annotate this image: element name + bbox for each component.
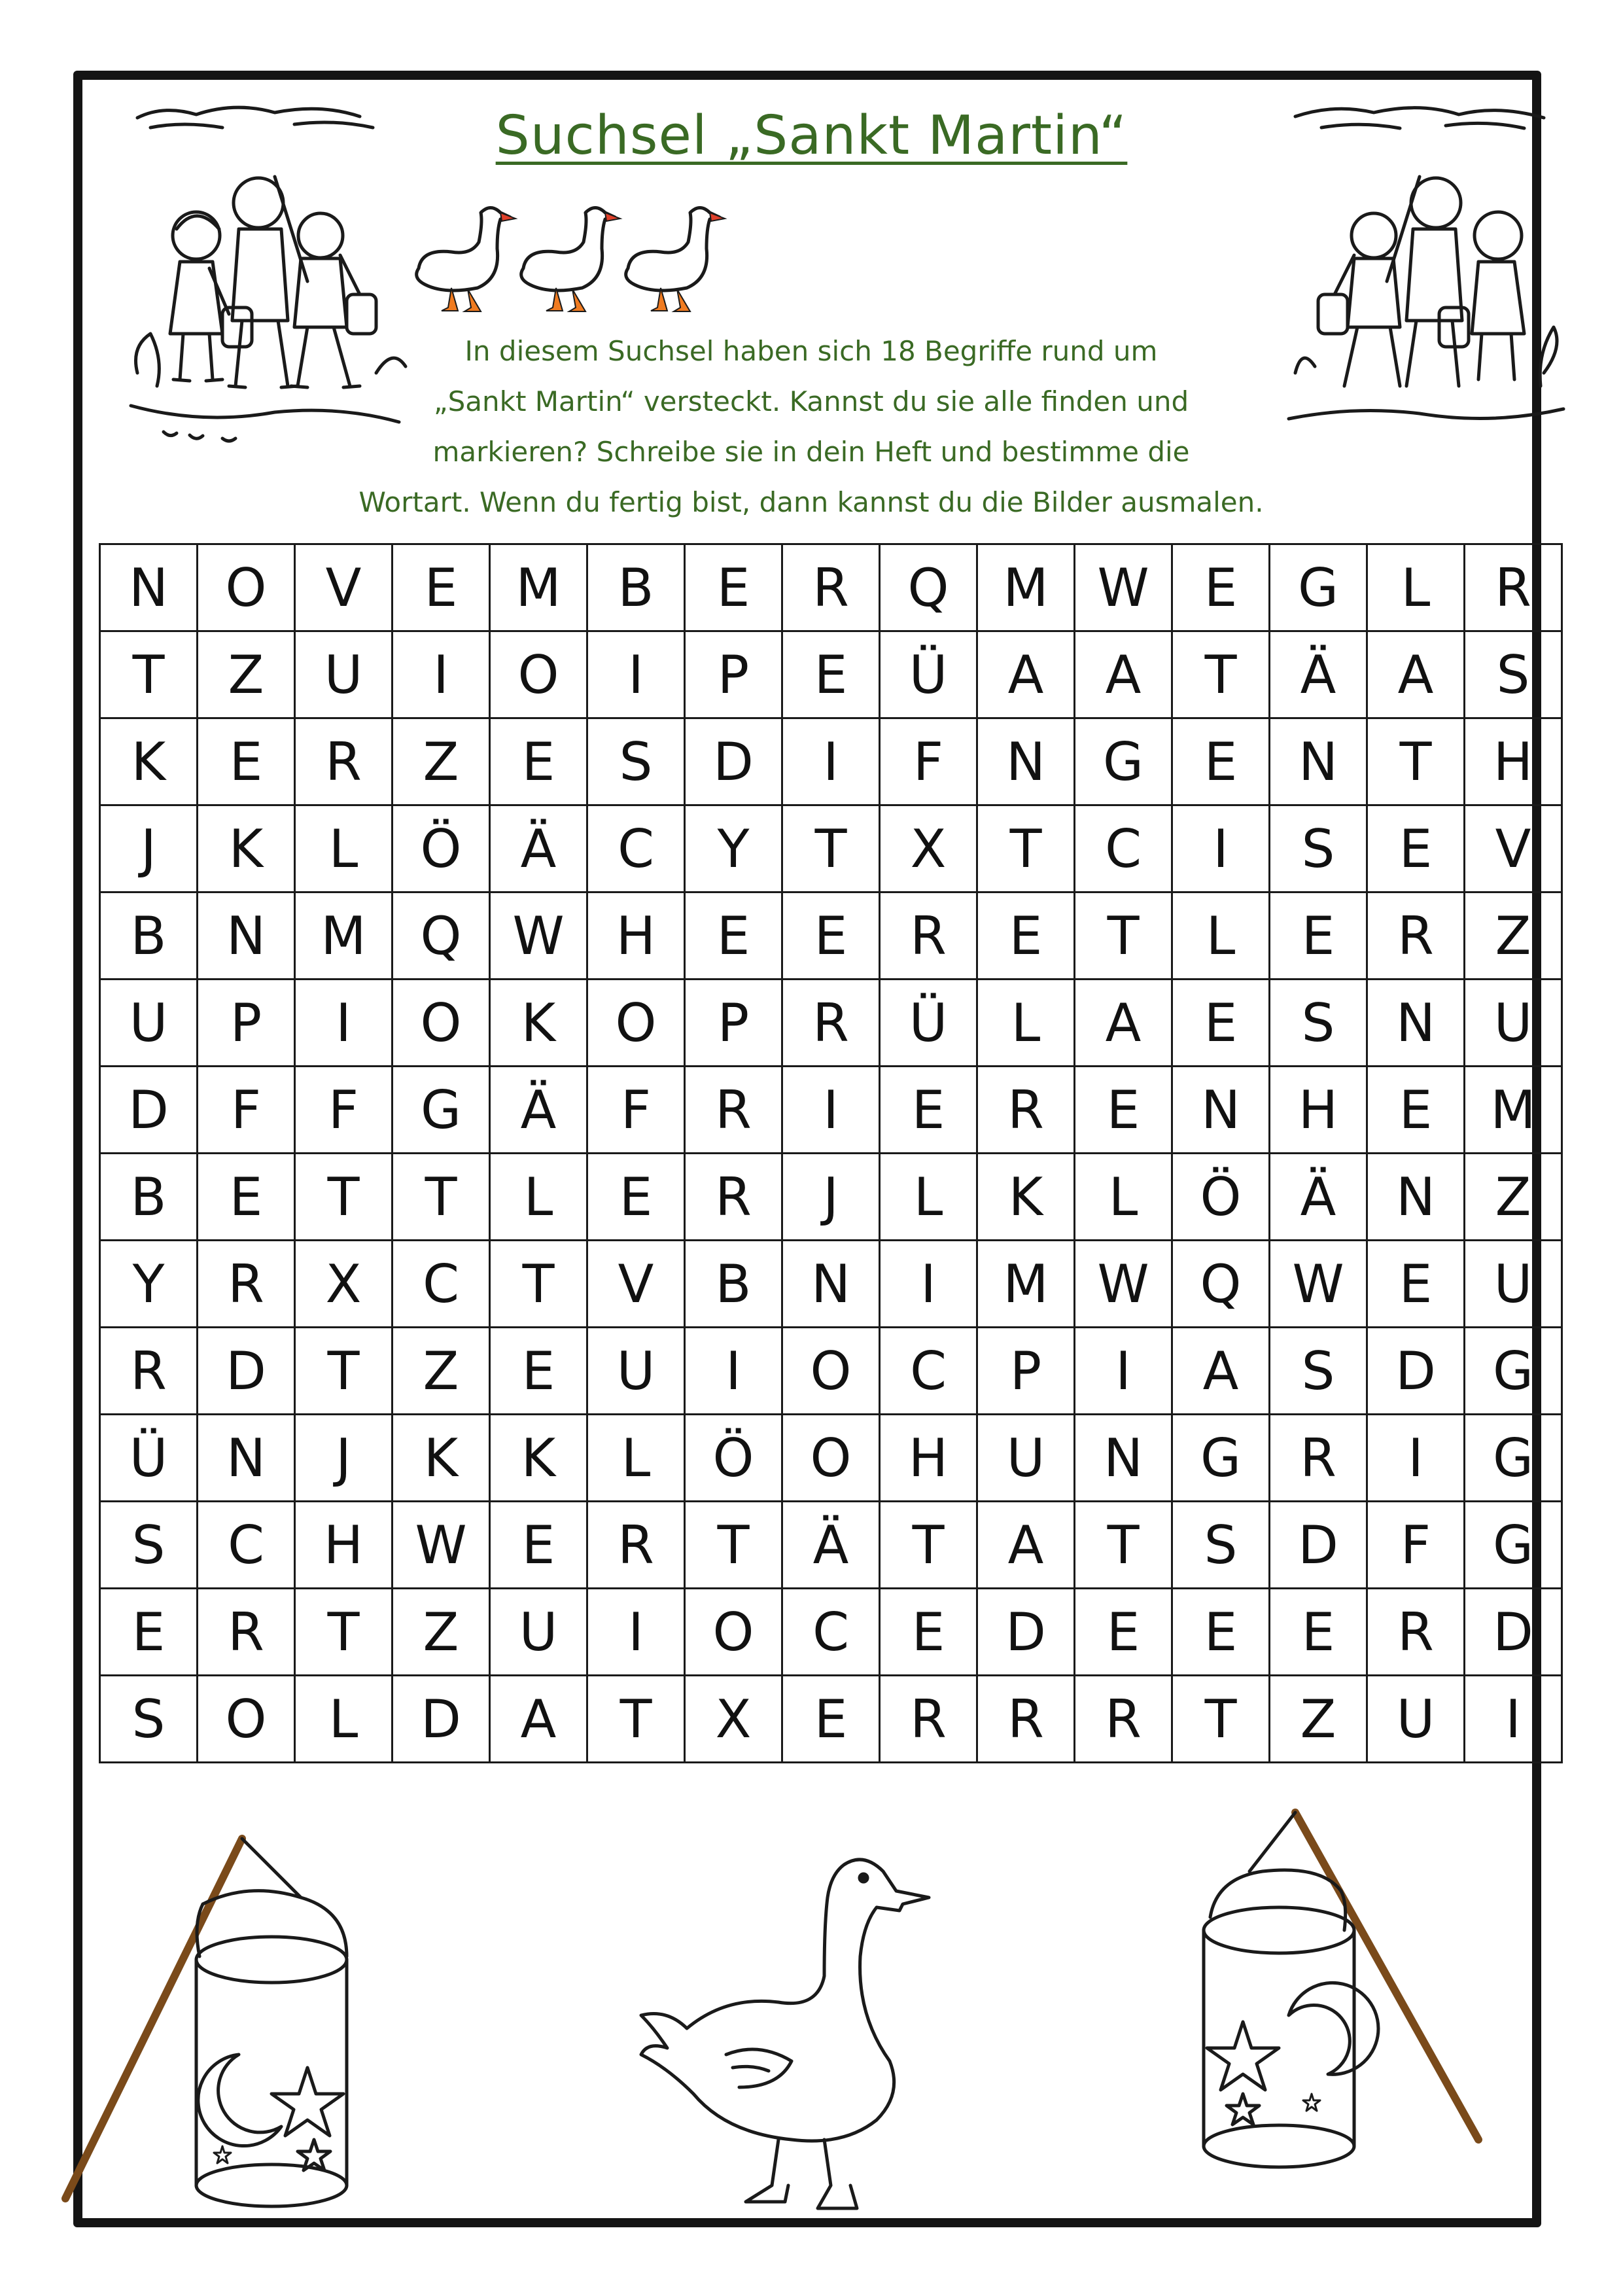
children-lanterns-left-illustration [124,98,412,451]
grid-cell[interactable]: F [880,718,977,805]
grid-row [100,1589,1562,1676]
grid-cell[interactable]: I [782,718,880,805]
grid-cell[interactable]: Z [393,718,490,805]
grid-cell[interactable]: Z [1270,1676,1367,1763]
grid-cell[interactable]: E [685,544,782,631]
grid-cell[interactable]: L [490,1154,587,1241]
grid-cell[interactable]: P [977,1328,1075,1415]
grid-cell[interactable]: E [490,1328,587,1415]
grid-cell[interactable]: S [1172,1502,1270,1589]
grid-cell[interactable]: I [1465,1676,1562,1763]
grid-cell[interactable]: E [490,718,587,805]
grid-cell[interactable]: D [1367,1328,1465,1415]
children-lanterns-right-illustration [1282,98,1570,451]
grid-cell[interactable]: L [295,805,393,892]
instructions-line: markieren? Schreibe sie in dein Heft und bestimme die [432,436,1190,468]
grid-cell[interactable]: E [490,1502,587,1589]
grid-cell[interactable]: A [1172,1328,1270,1415]
grid-cell[interactable]: I [587,1589,685,1676]
grid-cell[interactable]: V [295,544,393,631]
instructions-line: Wortart. Wenn du fertig bist, dann kannst du die Bilder ausmalen. [358,486,1264,518]
grid-cell[interactable]: Z [393,1589,490,1676]
grid-cell[interactable]: N [1172,1067,1270,1154]
grid-cell[interactable]: I [587,631,685,718]
grid-cell[interactable]: R [1465,544,1562,631]
grid-cell[interactable]: Z [393,1328,490,1415]
grid-row [100,631,1562,718]
grid-cell[interactable]: C [198,1502,295,1589]
grid-cell[interactable]: S [1270,805,1367,892]
grid-cell[interactable]: R [685,1154,782,1241]
grid-cell[interactable]: I [1075,1328,1172,1415]
grid-cell[interactable]: U [1465,1241,1562,1328]
grid-cell[interactable]: B [100,892,198,980]
grid-cell[interactable]: Q [1172,1241,1270,1328]
instructions-text [288,326,1335,527]
grid-cell[interactable]: Ä [782,1502,880,1589]
instructions-line: In diesem Suchsel haben sich 18 Begriffe rund um [464,335,1158,367]
grid-cell[interactable]: Ä [490,1067,587,1154]
grid-cell[interactable]: L [880,1154,977,1241]
grid-cell[interactable]: R [880,1676,977,1763]
grid-cell[interactable]: E [1075,1067,1172,1154]
grid-cell[interactable]: T [1172,631,1270,718]
grid-cell[interactable]: E [782,631,880,718]
grid-cell[interactable]: E [100,1589,198,1676]
grid-cell[interactable]: Ö [685,1415,782,1502]
grid-cell[interactable]: R [1367,892,1465,980]
grid-cell[interactable]: X [685,1676,782,1763]
grid-row [100,1502,1562,1589]
grid-cell[interactable]: D [1465,1589,1562,1676]
instructions-line: „Sankt Martin“ versteckt. Kannst du sie alle finden und [433,385,1189,417]
grid-cell[interactable]: W [490,892,587,980]
grid-cell[interactable]: S [1270,980,1367,1067]
grid-cell[interactable]: U [977,1415,1075,1502]
grid-cell[interactable]: R [100,1328,198,1415]
grid-cell[interactable]: B [685,1241,782,1328]
grid-cell[interactable]: O [490,631,587,718]
grid-cell[interactable]: Ü [100,1415,198,1502]
grid-row [100,718,1562,805]
grid-cell[interactable]: F [198,1067,295,1154]
grid-cell[interactable]: T [490,1241,587,1328]
grid-cell[interactable]: R [198,1589,295,1676]
grid-cell[interactable]: R [1367,1589,1465,1676]
grid-cell[interactable]: M [977,544,1075,631]
grid-cell[interactable]: O [198,1676,295,1763]
grid-cell[interactable]: Y [100,1241,198,1328]
grid-cell[interactable]: L [977,980,1075,1067]
grid-cell[interactable]: E [1270,1589,1367,1676]
grid-cell[interactable]: W [1270,1241,1367,1328]
grid-cell[interactable]: M [1465,1067,1562,1154]
grid-cell[interactable]: M [295,892,393,980]
grid-cell[interactable]: E [1172,980,1270,1067]
grid-cell[interactable]: E [1075,1589,1172,1676]
grid-cell[interactable]: A [1367,631,1465,718]
grid-cell[interactable]: N [198,1415,295,1502]
grid-row [100,1241,1562,1328]
grid-cell[interactable]: E [1172,1589,1270,1676]
grid-cell[interactable]: K [490,1415,587,1502]
grid-cell[interactable]: I [1367,1415,1465,1502]
grid-cell[interactable]: T [295,1154,393,1241]
grid-cell[interactable]: F [587,1067,685,1154]
grid-cell[interactable]: P [685,980,782,1067]
grid-cell[interactable]: K [100,718,198,805]
grid-cell[interactable]: N [100,544,198,631]
grid-cell[interactable]: O [782,1415,880,1502]
grid-cell[interactable]: U [100,980,198,1067]
grid-cell[interactable]: U [1465,980,1562,1067]
goose-illustration [628,1845,981,2225]
grid-cell[interactable]: Ü [880,980,977,1067]
grid-cell[interactable]: N [977,718,1075,805]
grid-cell[interactable]: E [1270,892,1367,980]
grid-cell[interactable]: R [587,1502,685,1589]
grid-cell[interactable]: R [880,892,977,980]
grid-cell[interactable]: S [1465,631,1562,718]
grid-row [100,1328,1562,1415]
grid-cell[interactable]: A [490,1676,587,1763]
grid-cell[interactable]: R [1270,1415,1367,1502]
grid-cell[interactable]: O [782,1328,880,1415]
grid-cell[interactable]: A [1075,631,1172,718]
grid-cell[interactable]: R [685,1067,782,1154]
grid-cell[interactable]: G [1075,718,1172,805]
grid-cell[interactable]: D [977,1589,1075,1676]
grid-cell[interactable]: R [782,544,880,631]
grid-cell[interactable]: L [1172,892,1270,980]
grid-cell[interactable]: T [1075,1502,1172,1589]
grid-cell[interactable]: R [295,718,393,805]
worksheet-title: Suchsel „Sankt Martin“ [495,105,1128,167]
grid-cell[interactable]: N [198,892,295,980]
grid-cell[interactable]: E [782,1676,880,1763]
grid-cell[interactable]: T [782,805,880,892]
grid-cell[interactable]: D [1270,1502,1367,1589]
grid-row [100,1676,1562,1763]
grid-cell[interactable]: M [490,544,587,631]
grid-cell[interactable]: Ä [1270,1154,1367,1241]
grid-row [100,1067,1562,1154]
grid-cell[interactable]: E [880,1589,977,1676]
grid-cell[interactable]: A [977,631,1075,718]
grid-cell[interactable]: G [1465,1328,1562,1415]
grid-cell[interactable]: T [685,1502,782,1589]
grid-cell[interactable]: B [587,544,685,631]
grid-row [100,1415,1562,1502]
grid-cell[interactable]: U [490,1589,587,1676]
grid-cell[interactable]: A [977,1502,1075,1589]
grid-cell[interactable]: E [1367,1067,1465,1154]
grid-cell[interactable]: T [295,1589,393,1676]
grid-cell[interactable]: G [1172,1415,1270,1502]
grid-cell[interactable]: H [880,1415,977,1502]
grid-cell[interactable]: J [100,805,198,892]
grid-cell[interactable]: T [587,1676,685,1763]
grid-cell[interactable]: E [1367,805,1465,892]
grid-cell[interactable]: J [782,1154,880,1241]
grid-cell[interactable]: E [782,892,880,980]
grid-cell[interactable]: T [1367,718,1465,805]
grid-cell[interactable]: K [198,805,295,892]
geese-illustration [406,203,720,321]
grid-cell[interactable]: P [685,631,782,718]
grid-cell[interactable]: L [1367,544,1465,631]
grid-cell[interactable]: J [295,1415,393,1502]
grid-cell[interactable]: T [880,1502,977,1589]
grid-cell[interactable]: N [1270,718,1367,805]
grid-row [100,544,1562,631]
grid-cell[interactable]: Y [685,805,782,892]
grid-cell[interactable]: R [977,1676,1075,1763]
grid-cell[interactable]: R [782,980,880,1067]
grid-cell[interactable]: G [393,1067,490,1154]
grid-cell[interactable]: I [685,1328,782,1415]
grid-cell[interactable]: T [1075,892,1172,980]
grid-cell[interactable]: Ä [1270,631,1367,718]
grid-cell[interactable]: B [100,1154,198,1241]
grid-cell[interactable]: C [393,1241,490,1328]
grid-cell[interactable]: N [1367,980,1465,1067]
grid-cell[interactable]: E [1172,718,1270,805]
grid-cell[interactable]: E [880,1067,977,1154]
grid-cell[interactable]: E [587,1154,685,1241]
grid-cell[interactable]: T [100,631,198,718]
grid-cell[interactable]: U [295,631,393,718]
grid-cell[interactable]: Ü [880,631,977,718]
grid-cell[interactable]: S [100,1676,198,1763]
grid-cell[interactable]: K [977,1154,1075,1241]
grid-cell[interactable]: W [1075,1241,1172,1328]
grid-cell[interactable]: N [782,1241,880,1328]
grid-cell[interactable]: W [1075,544,1172,631]
grid-cell[interactable]: C [1075,805,1172,892]
grid-cell[interactable]: V [1465,805,1562,892]
grid-cell[interactable]: Q [880,544,977,631]
grid-cell[interactable]: O [393,980,490,1067]
grid-cell[interactable]: O [198,544,295,631]
grid-cell[interactable]: Ö [393,805,490,892]
grid-cell[interactable]: A [1075,980,1172,1067]
lantern-left-illustration [52,1819,406,2225]
grid-cell[interactable]: E [393,544,490,631]
grid-cell[interactable]: T [295,1328,393,1415]
grid-cell[interactable]: G [1270,544,1367,631]
grid-row [100,805,1562,892]
lantern-right-illustration [1178,1799,1505,2166]
grid-row [100,1154,1562,1241]
grid-cell[interactable]: U [587,1328,685,1415]
grid-cell[interactable]: S [1270,1328,1367,1415]
grid-cell[interactable]: I [782,1067,880,1154]
grid-cell[interactable]: X [295,1241,393,1328]
grid-cell[interactable]: C [587,805,685,892]
grid-cell[interactable]: I [1172,805,1270,892]
grid-cell[interactable]: H [587,892,685,980]
grid-cell[interactable]: T [977,805,1075,892]
grid-cell[interactable]: U [1367,1676,1465,1763]
grid-cell[interactable]: R [1075,1676,1172,1763]
grid-cell[interactable]: F [1367,1502,1465,1589]
grid-cell[interactable]: N [1367,1154,1465,1241]
grid-cell[interactable]: O [587,980,685,1067]
grid-cell[interactable]: E [198,1154,295,1241]
grid-cell[interactable]: W [393,1502,490,1589]
grid-cell[interactable]: P [198,980,295,1067]
grid-cell[interactable]: T [393,1154,490,1241]
grid-cell[interactable]: L [587,1415,685,1502]
grid-cell[interactable]: I [295,980,393,1067]
grid-cell[interactable]: K [393,1415,490,1502]
grid-cell[interactable]: I [393,631,490,718]
grid-cell[interactable]: C [880,1328,977,1415]
grid-cell[interactable]: L [1075,1154,1172,1241]
grid-cell[interactable]: Z [1465,1154,1562,1241]
grid-row [100,892,1562,980]
grid-cell[interactable]: D [100,1067,198,1154]
grid-cell[interactable]: E [198,718,295,805]
grid-cell[interactable]: H [1270,1067,1367,1154]
grid-cell[interactable]: C [782,1589,880,1676]
grid-cell[interactable]: X [880,805,977,892]
grid-cell[interactable]: R [977,1067,1075,1154]
grid-cell[interactable]: O [685,1589,782,1676]
grid-cell[interactable]: H [1465,718,1562,805]
grid-cell[interactable]: E [685,892,782,980]
grid-cell[interactable]: Z [1465,892,1562,980]
grid-cell[interactable]: S [587,718,685,805]
grid-cell[interactable]: I [880,1241,977,1328]
grid-cell[interactable]: Q [393,892,490,980]
grid-cell[interactable]: Ö [1172,1154,1270,1241]
grid-cell[interactable]: E [1367,1241,1465,1328]
grid-cell[interactable]: E [1172,544,1270,631]
grid-cell[interactable]: Ä [490,805,587,892]
grid-cell[interactable]: T [1172,1676,1270,1763]
grid-cell[interactable]: L [295,1676,393,1763]
grid-row [100,980,1562,1067]
grid-cell[interactable]: D [198,1328,295,1415]
grid-cell[interactable]: E [977,892,1075,980]
grid-cell[interactable]: F [295,1067,393,1154]
word-search-grid [99,543,1563,1763]
grid-cell[interactable]: N [1075,1415,1172,1502]
grid-cell[interactable]: S [100,1502,198,1589]
grid-cell[interactable]: G [1465,1415,1562,1502]
grid-cell[interactable]: H [295,1502,393,1589]
grid-cell[interactable]: Z [198,631,295,718]
grid-cell[interactable]: V [587,1241,685,1328]
grid-cell[interactable]: G [1465,1502,1562,1589]
grid-cell[interactable]: R [198,1241,295,1328]
grid-cell[interactable]: M [977,1241,1075,1328]
grid-cell[interactable]: D [393,1676,490,1763]
grid-cell[interactable]: D [685,718,782,805]
grid-cell[interactable]: K [490,980,587,1067]
